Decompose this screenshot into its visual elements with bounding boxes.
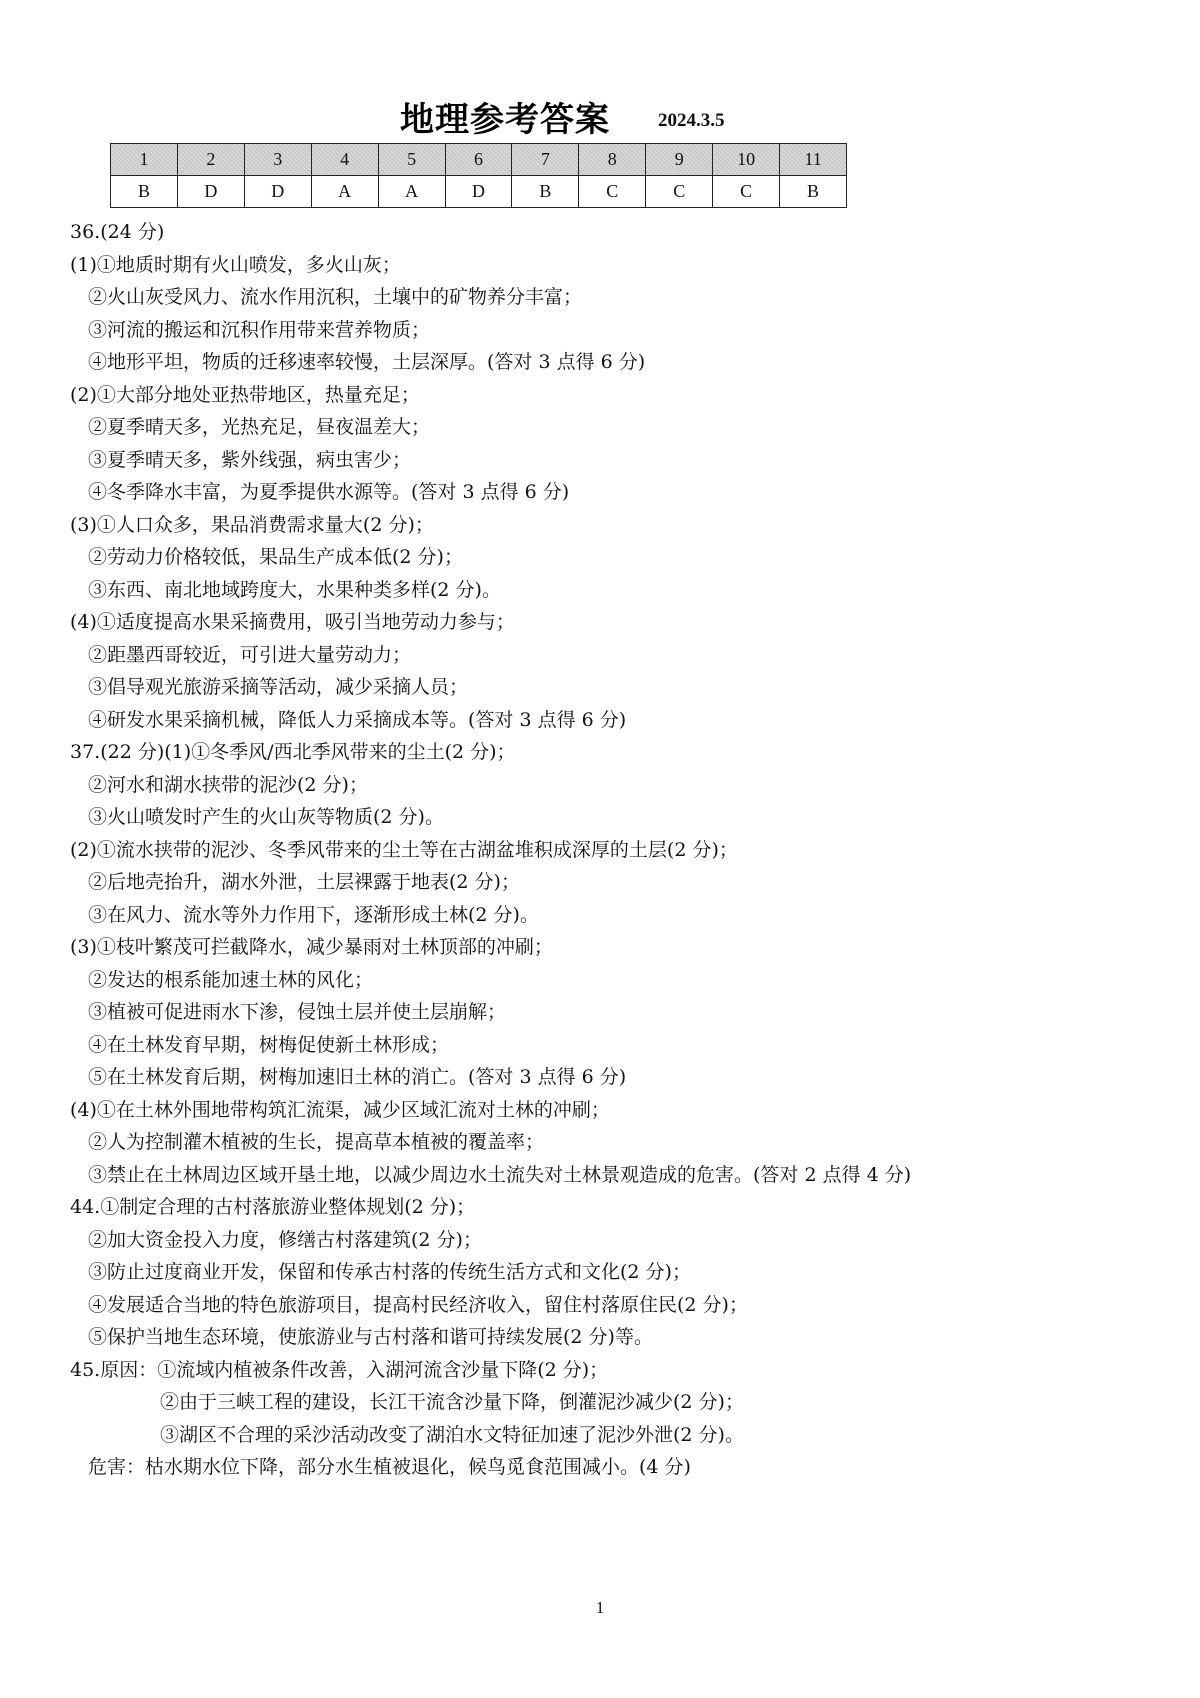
answer-line: 37.(22 分)(1)①冬季风/西北季风带来的尘土(2 分)； (70, 741, 516, 763)
header (0, 92, 1200, 142)
answer-cell: A (311, 176, 378, 208)
answer-line: ③河流的搬运和沉积作用带来营养物质； (88, 318, 431, 341)
answer-line: ⑤保护当地生态环境，使旅游业与古村落和谐可持续发展(2 分)等。 (88, 1326, 653, 1348)
answer-line: ③夏季晴天多，紫外线强，病虫害少； (88, 448, 412, 471)
answer-line: ②人为控制灌木植被的生长，提高草本植被的覆盖率； (88, 1131, 545, 1153)
answer-line: ②后地壳抬升，湖水外泄，土层裸露于地表(2 分)； (88, 871, 520, 893)
answer-cell: B (780, 176, 847, 208)
answer-line: ③火山喷发时产生的火山灰等物质(2 分)。 (88, 806, 444, 828)
answer-line: ②河水和湖水挟带的泥沙(2 分)； (88, 773, 368, 796)
page-title: 地理参考答案 (400, 100, 610, 140)
answer-line: 44.①制定合理的古村落旅游业整体规划(2 分)； (70, 1196, 476, 1218)
answer-cell: C (579, 176, 646, 208)
answer-line: ③湖区不合理的采沙活动改变了湖泊水文特征加速了泥沙外泄(2 分)。 (160, 1423, 744, 1446)
answer-line: ③植被可促进雨水下渗，侵蚀土层并使土层崩解； (88, 1001, 507, 1023)
question-number: 3 (244, 144, 311, 176)
question-number: 10 (713, 144, 780, 176)
answer-cell: D (177, 176, 244, 208)
answer-text-body (70, 216, 1180, 1484)
question-number: 4 (311, 144, 378, 176)
answer-line: (3)①人口众多，果品消费需求量大(2 分)； (70, 513, 434, 536)
question-number: 5 (378, 144, 445, 176)
answer-line: ⑤在土林发育后期，树梅加速旧土林的消亡。(答对 3 点得 6 分) (88, 1066, 627, 1088)
answer-line: (1)①地质时期有火山喷发，多火山灰； (70, 253, 401, 276)
question-number: 11 (780, 144, 847, 176)
answer-line: ④发展适合当地的特色旅游项目，提高村民经济收入，留住村落原住民(2 分)； (88, 1293, 748, 1316)
answer-line: ④研发水果采摘机械，降低人力采摘成本等。(答对 3 点得 6 分) (88, 708, 627, 731)
question-number: 8 (579, 144, 646, 176)
answer-line: (2)①大部分地处亚热带地区，热量充足； (70, 383, 420, 406)
answer-line: ②距墨西哥较近，可引进大量劳动力； (88, 643, 412, 666)
answer-line: ②火山灰受风力、流水作用沉积，土壤中的矿物养分丰富； (88, 286, 583, 308)
answer-key-table (110, 143, 847, 208)
answer-line: 36.(24 分) (70, 221, 165, 243)
answer-line: ④冬季降水丰富，为夏季提供水源等。(答对 3 点得 6 分) (88, 481, 570, 503)
answer-line: ③倡导观光旅游采摘等活动，减少采摘人员； (88, 676, 469, 698)
answer-line: ③防止过度商业开发，保留和传承古村落的传统生活方式和文化(2 分)； (88, 1261, 691, 1283)
answer-line: (4)①适度提高水果采摘费用，吸引当地劳动力参与； (70, 611, 515, 633)
answer-line: ②发达的根系能加速土林的风化； (88, 968, 374, 991)
answer-line: 危害：枯水期水位下降，部分水生植被退化，候鸟觅食范围减小。(4 分) (88, 1456, 691, 1478)
answer-row (111, 176, 847, 208)
document-date: 2024.3.5 (658, 110, 725, 131)
question-number: 9 (646, 144, 713, 176)
answer-cell: D (244, 176, 311, 208)
answer-cell: A (378, 176, 445, 208)
answer-line: (3)①枝叶繁茂可拦截降水，减少暴雨对土林顶部的冲刷； (70, 936, 553, 958)
question-number-row (111, 144, 847, 176)
page-number: 1 (595, 1598, 605, 1617)
answer-line: (4)①在土林外围地带构筑汇流渠，减少区域汇流对土林的冲刷； (70, 1098, 610, 1121)
answer-line: ②劳动力价格较低，果品生产成本低(2 分)； (88, 546, 463, 568)
question-number: 1 (111, 144, 178, 176)
answer-line: ③在风力、流水等外力作用下，逐渐形成土林(2 分)。 (88, 903, 539, 926)
answer-cell: C (646, 176, 713, 208)
question-number: 7 (512, 144, 579, 176)
answer-cell: D (445, 176, 512, 208)
answer-line: ④地形平坦，物质的迁移速率较慢，土层深厚。(答对 3 点得 6 分) (88, 351, 646, 373)
answer-line: ③东西、南北地域跨度大，水果种类多样(2 分)。 (88, 578, 501, 601)
answer-line: ②由于三峡工程的建设，长江干流含沙量下降，倒灌泥沙减少(2 分)； (160, 1391, 744, 1413)
question-number: 6 (445, 144, 512, 176)
answer-line: ④在土林发育早期，树梅促使新土林形成； (88, 1033, 450, 1056)
question-number: 2 (177, 144, 244, 176)
answer-line: (2)①流水挟带的泥沙、冬季风带来的尘土等在古湖盆堆积成深厚的土层(2 分)； (70, 838, 738, 861)
answer-cell: B (111, 176, 178, 208)
answer-cell: B (512, 176, 579, 208)
answer-line: ③禁止在土林周边区域开垦土地，以减少周边水土流失对土林景观造成的危害。(答对 2 点得 4 分) (88, 1163, 912, 1186)
answer-cell: C (713, 176, 780, 208)
answer-line: 45.原因：①流域内植被条件改善，入湖河流含沙量下降(2 分)； (70, 1358, 609, 1381)
answer-line: ②加大资金投入力度，修缮古村落建筑(2 分)； (88, 1228, 482, 1251)
answer-line: ②夏季晴天多，光热充足，昼夜温差大； (88, 416, 431, 438)
